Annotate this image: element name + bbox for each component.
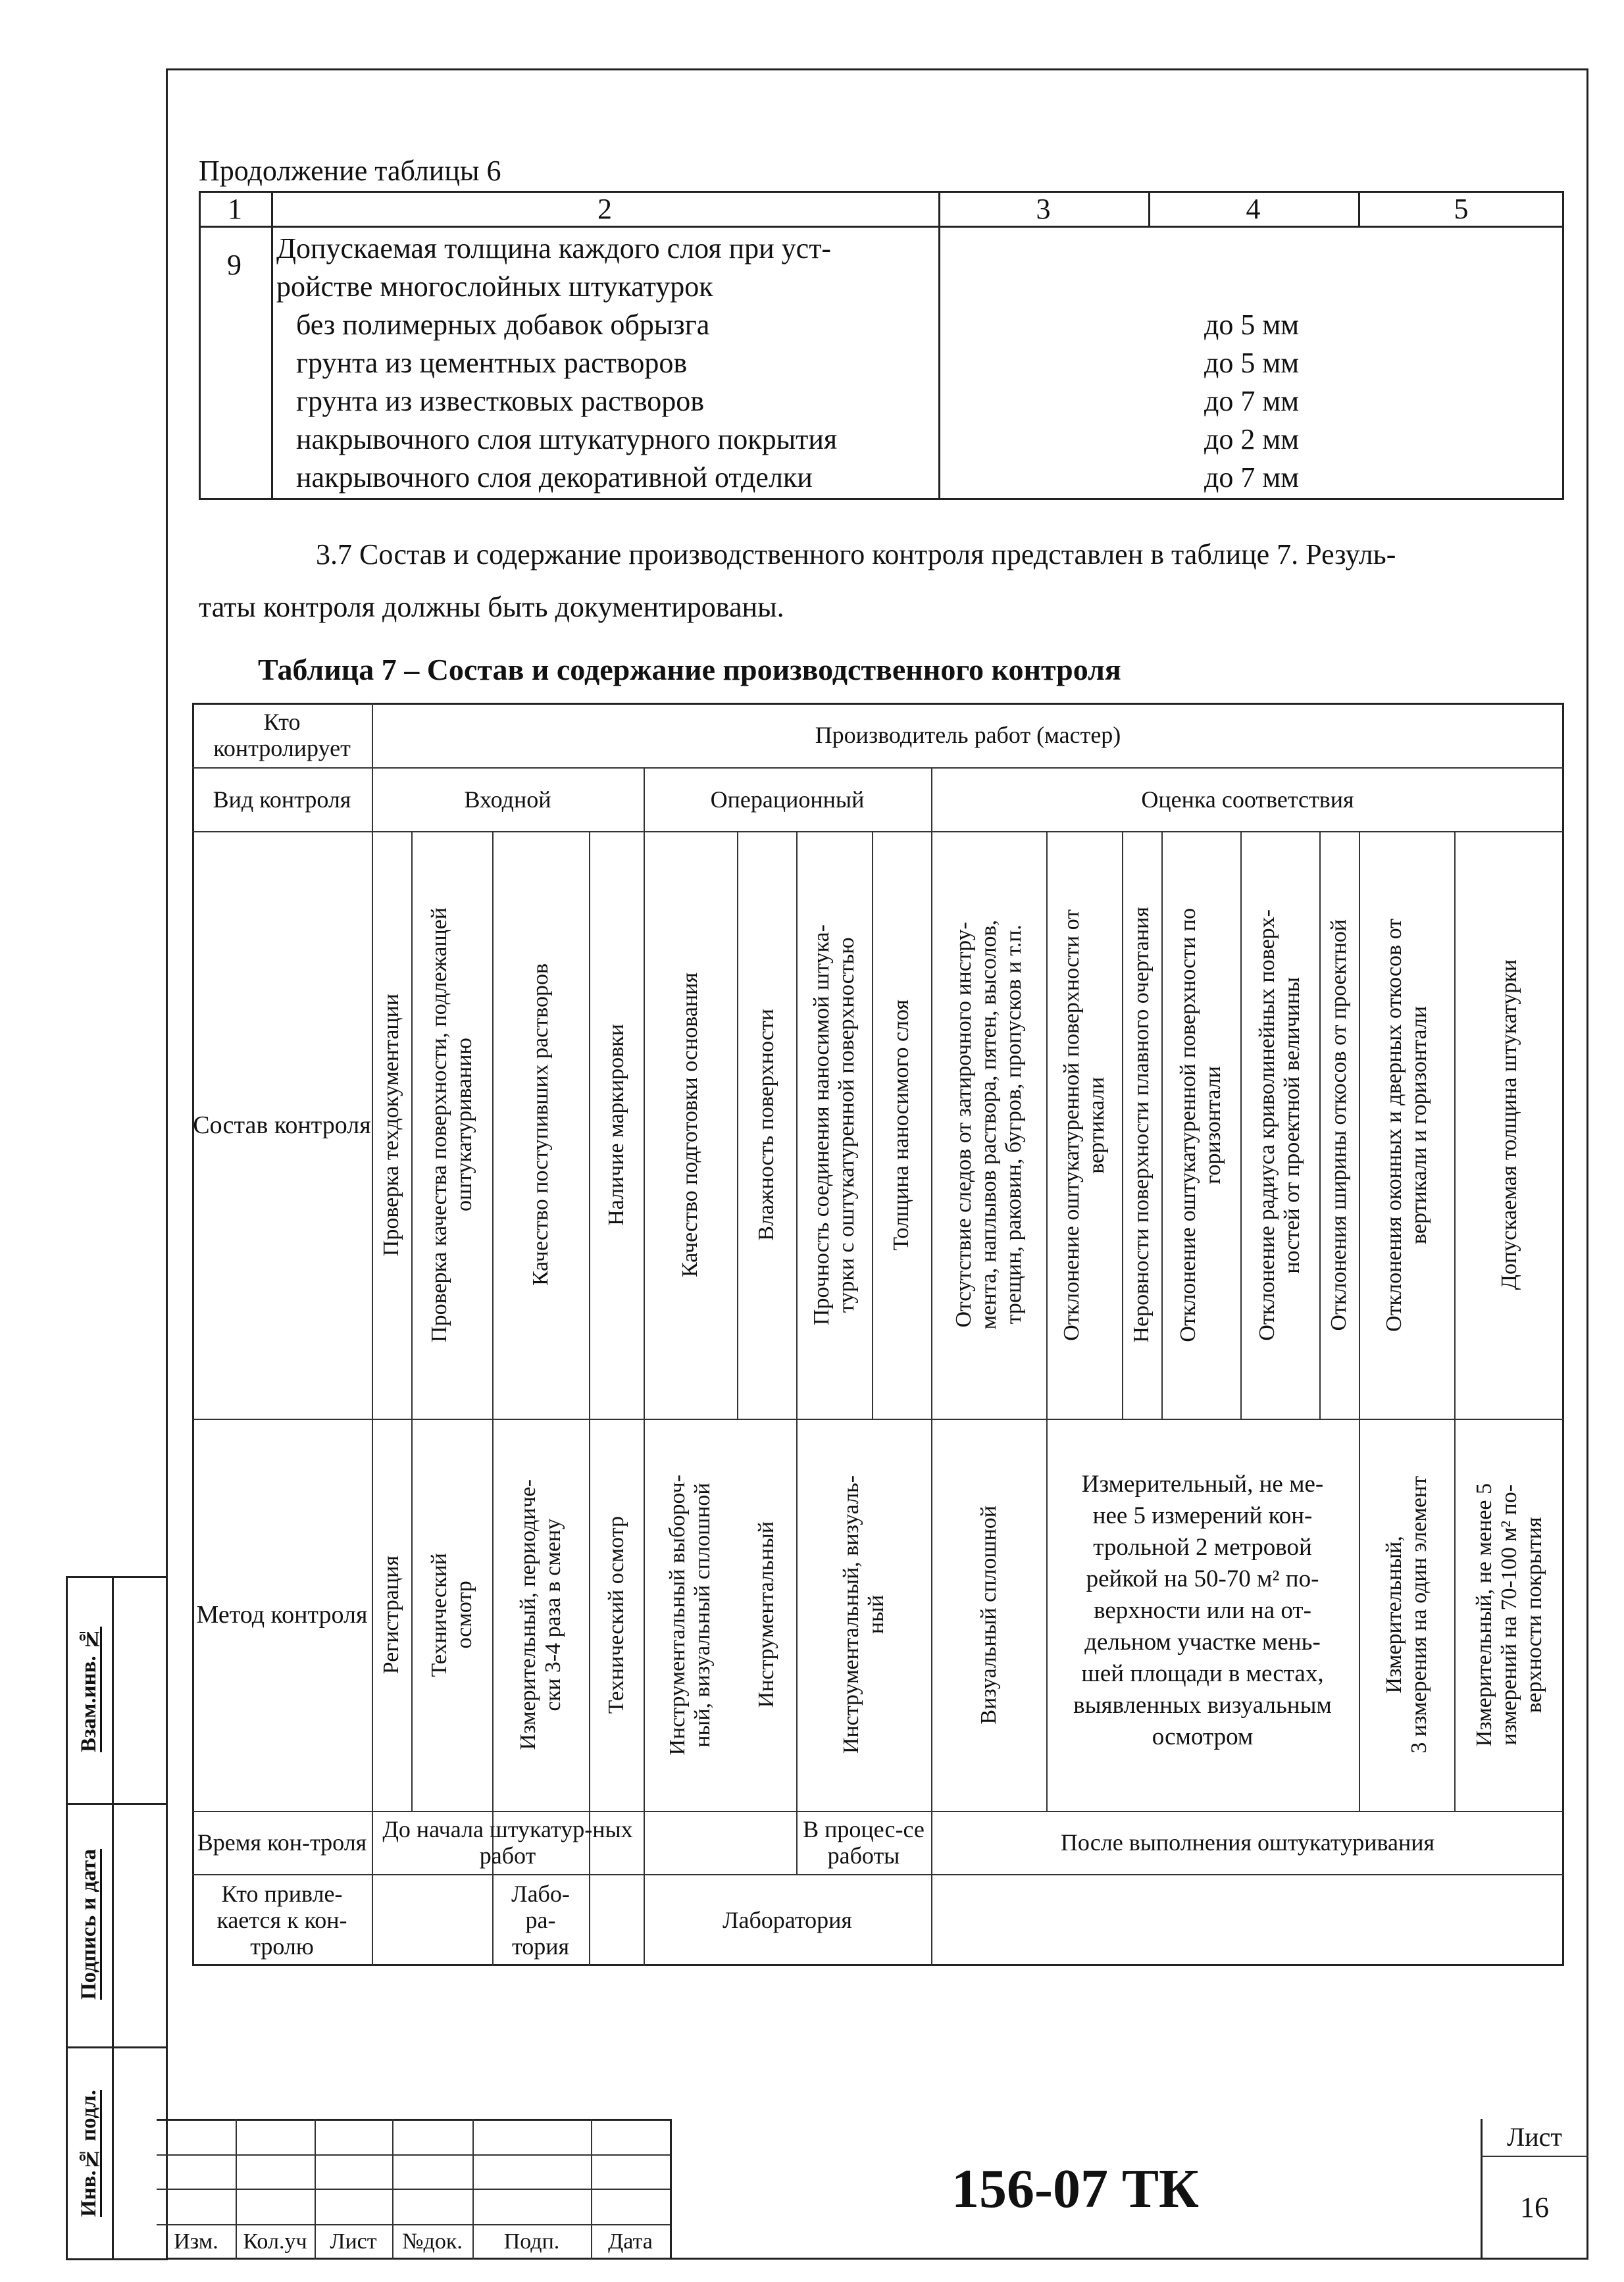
composition-item: Отклонение радиуса криволинейных поверх- ностей от проектной величины bbox=[1255, 909, 1304, 1341]
table6-header-3: 3 bbox=[1036, 193, 1051, 225]
method-item: Регистрация bbox=[379, 1555, 403, 1675]
table7-row-composition: Состав контроля bbox=[193, 1111, 371, 1139]
composition-item: Неровности поверхности плавного очертания bbox=[1129, 907, 1154, 1343]
composition-item: Влажность поверхности bbox=[754, 1009, 778, 1241]
table6-item-label: накрывочного слоя штукатурного покрытия bbox=[296, 423, 838, 455]
table6-item-value: до 2 мм bbox=[1204, 423, 1300, 455]
stamp-col-date: Дата bbox=[608, 2229, 653, 2254]
time-during: В процес-се работы bbox=[803, 1816, 925, 1869]
stamp-col-sheet: Лист bbox=[330, 2229, 377, 2254]
involved-lab-2: Лаборатория bbox=[723, 1907, 852, 1933]
table6-header-5: 5 bbox=[1454, 193, 1469, 225]
paragraph-line-2: таты контроля должны быть документированы. bbox=[199, 591, 784, 623]
time-after: После выполнения оштукатуривания bbox=[1060, 1829, 1435, 1856]
table6-item-label: без полимерных добавок обрызга bbox=[296, 309, 710, 341]
composition-item: Качество подготовки основания bbox=[678, 973, 702, 1277]
table6-row-title-1: Допускаемая толщина каждого слоя при уст- bbox=[276, 232, 832, 265]
side-label-inventory: Инв.№ подл. bbox=[76, 2089, 101, 2218]
table7-row-method: Метод контроля bbox=[196, 1601, 368, 1629]
table7-row-time: Время кон-троля bbox=[197, 1829, 367, 1856]
table7-who-value: Производитель работ (мастер) bbox=[815, 722, 1121, 748]
method-item: Инструментальный, визуаль- ный bbox=[838, 1475, 888, 1754]
table6-item-value: до 5 мм bbox=[1204, 347, 1300, 379]
sheet-number: 16 bbox=[1520, 2191, 1549, 2223]
composition-item: Проверка техдокументации bbox=[379, 993, 403, 1257]
table7-row-type: Вид контроля bbox=[213, 786, 351, 813]
method-item: Инструментальный выбороч- ный, визуальный сплошной bbox=[665, 1474, 715, 1756]
table6-item-label: накрывочного слоя декоративной отделки bbox=[296, 461, 813, 494]
composition-item: Прочность соединения наносимой штука- турки с оштукатуренной поверхностью bbox=[809, 924, 859, 1326]
table7-type-operational: Операционный bbox=[710, 786, 865, 813]
document-number: 156-07 ТК bbox=[952, 2158, 1199, 2219]
stamp-col-signature: Подп. bbox=[503, 2229, 560, 2254]
method-item: Технический осмотр bbox=[426, 1552, 476, 1677]
table7-type-input: Входной bbox=[464, 786, 551, 813]
table6-item-value: до 7 мм bbox=[1204, 385, 1300, 417]
method-item: Инструментальный bbox=[754, 1521, 778, 1708]
table7-title: Таблица 7 – Состав и содержание производственного контроля bbox=[258, 653, 1121, 686]
table6-row-title-2: ройстве многослойных штукатурок bbox=[276, 270, 713, 303]
stamp-col-change: Изм. bbox=[174, 2229, 218, 2254]
sheet-label: Лист bbox=[1507, 2122, 1562, 2152]
composition-item: Отклонение оштукатуренной поверхности по горизонтали bbox=[1176, 907, 1225, 1342]
table7-row-involved: Кто привле-кается к кон-тролю bbox=[216, 1881, 347, 1960]
table6-header-2: 2 bbox=[597, 193, 612, 225]
composition-item: Проверка качества поверхности, подлежащей оштукатуриванию bbox=[426, 907, 476, 1342]
paragraph-line-1: 3.7 Состав и содержание производственного контроля представлен в таблице 7. Резуль- bbox=[316, 538, 1396, 570]
table6-item-label: грунта из цементных растворов bbox=[296, 347, 688, 379]
involved-lab-1: Лабо-ра-тория bbox=[511, 1881, 570, 1960]
stamp-col-count: Кол.уч bbox=[243, 2229, 307, 2254]
method-item: Визуальный сплошной bbox=[976, 1505, 1001, 1725]
composition-item: Толщина наносимого слоя bbox=[889, 999, 913, 1251]
composition-item: Отклонение оштукатуренной поверхности от вертикали bbox=[1059, 909, 1109, 1341]
time-before: До начала штукатур-ных работ bbox=[382, 1816, 633, 1869]
side-label-replacement: Взам.инв. № bbox=[76, 1627, 101, 1752]
table6-header-4: 4 bbox=[1246, 193, 1261, 225]
table6-header-1: 1 bbox=[228, 193, 242, 225]
composition-item: Наличие маркировки bbox=[603, 1024, 628, 1226]
method-item: Технический осмотр bbox=[603, 1515, 628, 1714]
composition-item: Отсутствие следов от затирочного инстру- мента, наплывов раствора, пятен, высолов, трещин, раковин, бугров, пропусков и т.п. bbox=[951, 920, 1026, 1330]
table7-type-conformity: Оценка соответствия bbox=[1141, 786, 1354, 813]
table6-caption: Продолжение таблицы 6 bbox=[199, 155, 501, 187]
composition-item: Отклонения ширины откосов от проектной bbox=[1327, 919, 1351, 1331]
table6-item-value: до 5 мм bbox=[1204, 309, 1300, 341]
method-item: Измерительный, 3 измерения на один элемент bbox=[1381, 1476, 1431, 1754]
composition-item: Допускаемая толщина штукатурки bbox=[1496, 959, 1521, 1290]
composition-item: Качество поступивших растворов bbox=[528, 963, 553, 1286]
table7-row-who: Кто контролирует bbox=[213, 709, 351, 761]
method-item: Измерительный, периодиче- ски 3-4 раза в смену bbox=[515, 1479, 565, 1750]
method-item: Измерительный, не ме- нее 5 измерений кон- трольной 2 метровой рейкой на 50-70 м² по- верхности или на от- дельном участке мень- шей площади в местах, выявленных визуальным осмотром bbox=[1073, 1471, 1332, 1750]
stamp-col-docnum: №док. bbox=[402, 2229, 463, 2254]
table6-item-label: грунта из известковых растворов bbox=[296, 385, 705, 417]
table6-row-number: 9 bbox=[227, 249, 241, 281]
table6-item-value: до 7 мм bbox=[1204, 461, 1300, 494]
side-label-signature-date: Подпись и дата bbox=[76, 1849, 101, 2000]
composition-item: Отклонения оконных и дверных откосов от вертикали и горизонтали bbox=[1381, 918, 1431, 1332]
method-item: Измерительный, не менее 5 измерений на 70-100 м² по- верхности покрытия bbox=[1471, 1483, 1546, 1747]
